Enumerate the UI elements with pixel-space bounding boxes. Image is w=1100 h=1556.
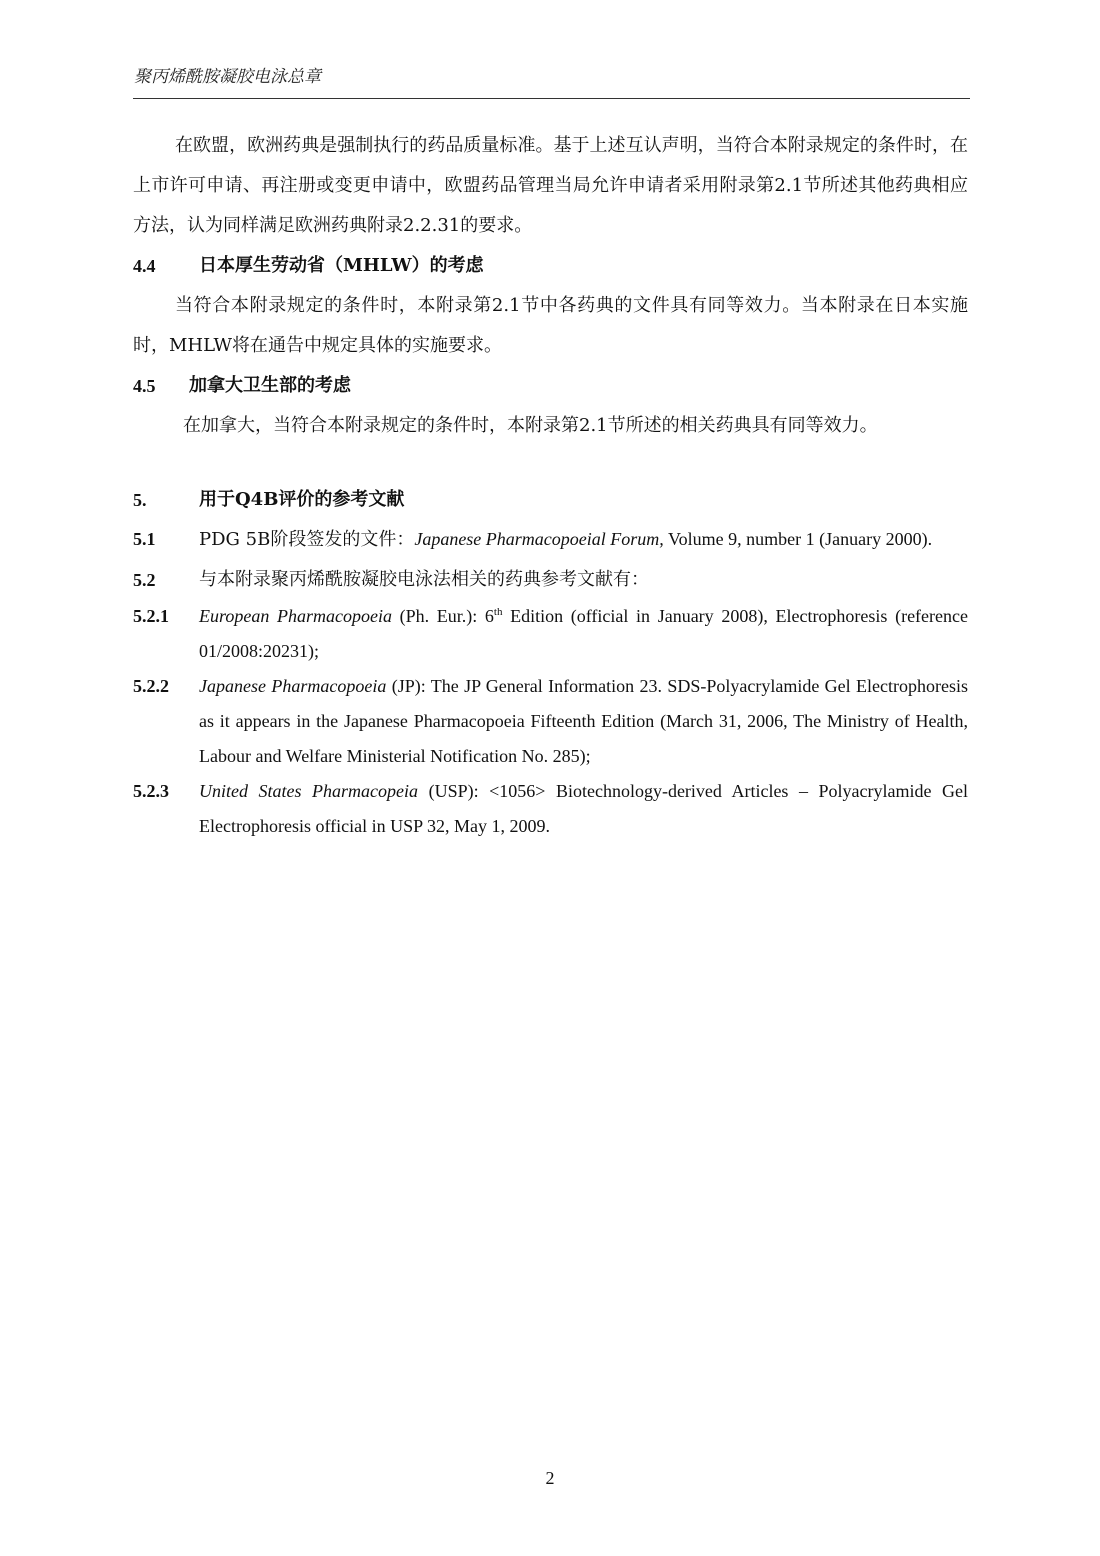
page-content [133, 126, 968, 844]
heading-text: 用于Q4B评价的参考文献 [199, 489, 405, 510]
reference-body [199, 520, 968, 559]
paragraph-canada: 在加拿大，当符合本附录规定的条件时，本附录第2.1节所述的相关药典具有同等效力。 [183, 415, 878, 436]
reference-number: 5.1 [133, 529, 156, 549]
reference-rest: Edition (official in January 2008), Electrophoresis (reference 01/2008:20231); [199, 606, 968, 661]
reference-5-2 [133, 561, 968, 599]
heading-text: 加拿大卫生部的考虑 [189, 375, 351, 396]
heading-text: 日本厚生劳动省（MHLW）的考虑 [199, 255, 484, 276]
reference-body [199, 599, 968, 669]
reference-number: 5.2 [133, 570, 156, 590]
reference-rest: Volume 9, number 1 (January 2000). [663, 529, 933, 549]
reference-edition: (Ph. Eur.): 6 [391, 606, 494, 626]
reference-title: Japanese Pharmacopoeial Forum, [414, 529, 664, 549]
header-rule [133, 98, 970, 99]
reference-title: European Pharmacopoeia [199, 606, 392, 626]
reference-body [199, 669, 968, 774]
reference-rest: (USP): <1056> Biotechnology-derived Articles – Polyacrylamide Gel Electrophoresis official in USP 32, May 1, 2009. [199, 781, 968, 836]
reference-body: 与本附录聚丙烯酰胺凝胶电泳法相关的药典参考文献有： [199, 569, 649, 590]
reference-rest: (JP): The JP General Information 23. SDS-Polyacrylamide Gel Electrophoresis as it appears in the Japanese Pharmacopoeia Fifteenth Edition (March 31, 2006, The Ministry of Health, Labour and Welfare Ministerial Notification No. 285); [199, 676, 969, 766]
reference-superscript: th [493, 606, 503, 618]
heading-5 [133, 480, 968, 520]
reference-5-1 [133, 520, 968, 559]
reference-body [199, 774, 968, 844]
paragraph-mhlw: 当符合本附录规定的条件时，本附录第2.1节中各药典的文件具有同等效力。当本附录在日本实施时，MHLW将在通告中规定具体的实施要求。 [133, 295, 968, 356]
reference-title: United States Pharmacopeia [199, 781, 419, 801]
reference-5-2-3 [133, 774, 968, 844]
paragraph-eu: 在欧盟，欧洲药典是强制执行的药品质量标准。基于上述互认声明，当符合本附录规定的条件时，在上市许可申请、再注册或变更申请中，欧盟药品管理当局允许申请者采用附录第2.1节所述其他药典相应方法，认为同样满足欧洲药典附录2.2.31的要求。 [133, 135, 968, 236]
heading-number: 5. [133, 490, 147, 510]
page-number: 2 [545, 1468, 555, 1488]
reference-number: 5.2.3 [133, 781, 169, 801]
reference-lead: PDG 5B阶段签发的文件： [199, 529, 415, 550]
reference-5-2-1 [133, 599, 968, 669]
reference-number: 5.2.2 [133, 676, 169, 696]
reference-number: 5.2.1 [133, 606, 169, 626]
heading-4-5 [133, 366, 968, 406]
reference-title: Japanese Pharmacopoeia [199, 676, 387, 696]
running-header: 聚丙烯酰胺凝胶电泳总章 [134, 67, 321, 87]
reference-5-2-2 [133, 669, 968, 774]
heading-number: 4.4 [133, 256, 156, 276]
heading-number: 4.5 [133, 376, 156, 396]
heading-4-4 [133, 246, 968, 286]
